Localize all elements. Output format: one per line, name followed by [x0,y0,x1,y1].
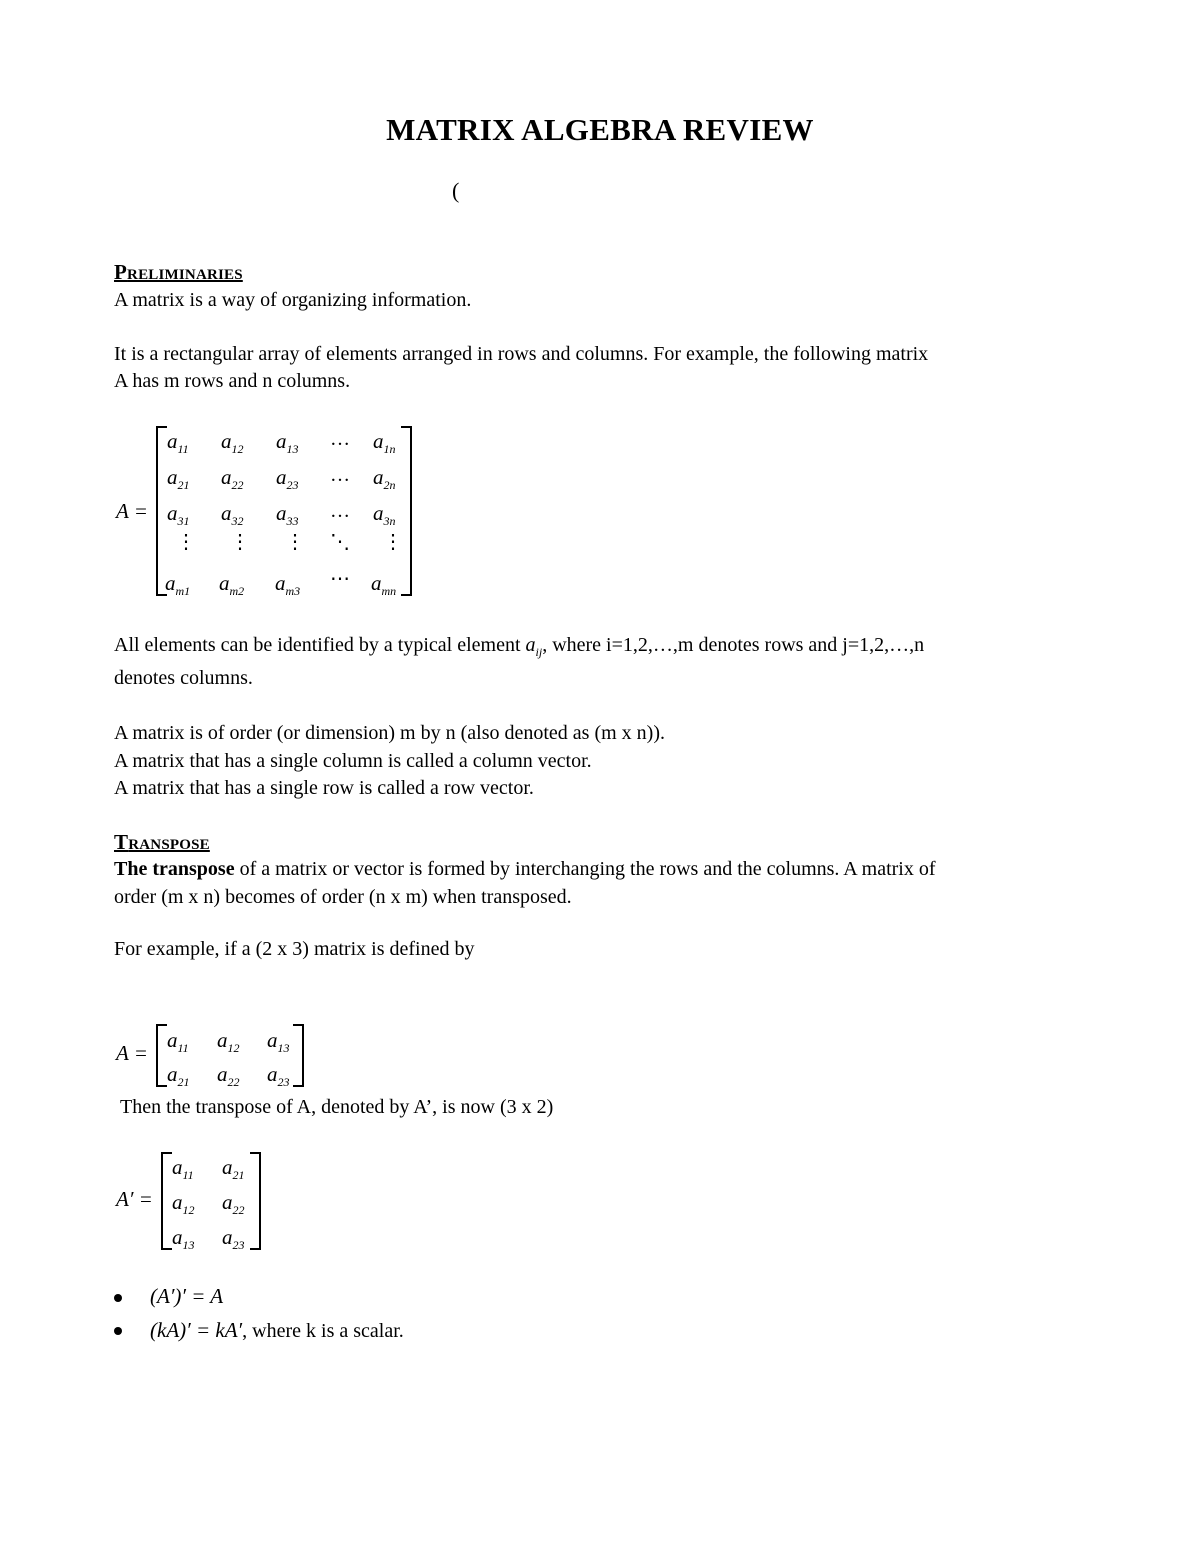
matrix-cell: $a_{32}$ [221,501,244,528]
matrix-cell: $a_{11}$ [167,1028,189,1055]
transpose-example-intro: For example, if a (2 x 3) matrix is defined by [114,938,475,960]
matrix-cell: $a_{3n}$ [373,501,396,528]
bullet-item-1: (A′)′ = A [150,1284,224,1308]
preliminaries-line-3: A has m rows and n columns. [114,370,351,392]
vertical-ellipsis: ⋮ [285,531,305,553]
transpose-definition-line-2: order (m x n) becomes of order (n x m) when transposed. [114,886,572,908]
matrix-cell: $a_{m2}$ [219,571,245,598]
ellipsis: … [330,500,350,522]
matrix-cell: $a_{22}$ [217,1062,240,1089]
matrix-cell: $a_{21}$ [167,1062,190,1089]
bullet-icon [114,1327,122,1335]
matrix-cell: $a_{13}$ [172,1225,195,1252]
bullet-item-2: (kA)′ = kA′, where k is a scalar. [150,1318,404,1342]
matrix-cell: $a_{1n}$ [373,429,396,456]
matrix-cell: $a_{21}$ [222,1155,245,1182]
right-bracket [250,1152,261,1250]
document-title: MATRIX ALGEBRA REVIEW [386,112,814,147]
matrix-cell: $a_{23}$ [267,1062,290,1089]
matrix-cell: $a_{13}$ [276,429,299,456]
matrix-cell: $a_{12}$ [217,1028,240,1055]
typical-element-line: All elements can be identified by a typical element $a_{ij}$, where i=1,2,…,m denotes rows and j=1,2,…,n [114,634,925,659]
right-bracket [401,426,412,596]
bullet-icon [114,1294,122,1302]
matrix-cell: $a_{m3}$ [275,571,301,598]
vertical-ellipsis: ⋮ [230,531,250,553]
matrix-cell: $a_{23}$ [222,1225,245,1252]
ellipsis: ⋯ [330,568,350,590]
matrix-cell: $a_{12}$ [172,1190,195,1217]
matrix-label: A = [116,1041,148,1065]
matrix-cell: $a_{33}$ [276,501,299,528]
left-bracket [156,1024,167,1087]
transpose-then-line: Then the transpose of A, denoted by A’, is now (3 x 2) [120,1096,554,1118]
section-heading-preliminaries: PRELIMINARIES [114,260,243,284]
matrix-cell: $a_{12}$ [221,429,244,456]
vertical-ellipsis: ⋮ [176,531,196,553]
preliminaries-line-2: It is a rectangular array of elements arranged in rows and columns. For example, the following matrix [114,343,929,365]
matrix-cell: $a_{mn}$ [371,571,397,598]
order-line-2: A matrix that has a single column is called a column vector. [114,750,592,772]
matrix-cell: $a_{31}$ [167,501,190,528]
preliminaries-line-1: A matrix is a way of organizing information. [114,289,472,311]
matrix-cell: $a_{m1}$ [165,571,191,598]
diagonal-ellipsis: ⋱ [330,531,350,553]
matrix-cell: $a_{23}$ [276,465,299,492]
matrix-cell: $a_{13}$ [267,1028,290,1055]
matrix-cell: $a_{11}$ [167,429,189,456]
ellipsis: … [330,428,350,450]
ellipsis: … [330,464,350,486]
left-bracket [161,1152,172,1250]
transpose-definition: The transpose of a matrix or vector is formed by interchanging the rows and the columns. A matrix of [114,858,936,880]
order-line-3: A matrix that has a single row is called a row vector. [114,777,534,799]
matrix-cell: $a_{21}$ [167,465,190,492]
matrix-cell: $a_{22}$ [222,1190,245,1217]
transpose-matrix-label: A′ = [116,1187,153,1211]
order-line-1: A matrix is of order (or dimension) m by n (also denoted as (m x n)). [114,722,665,744]
matrix-cell: $a_{2n}$ [373,465,396,492]
section-heading-transpose: TRANSPOSE [114,830,210,854]
matrix-cell: $a_{11}$ [172,1155,194,1182]
matrix-cell: $a_{22}$ [221,465,244,492]
vertical-ellipsis: ⋮ [383,531,403,553]
typical-element-line-2: denotes columns. [114,667,253,689]
matrix-label: A = [116,499,148,523]
author-parenthesis: ( [452,178,460,203]
right-bracket [293,1024,304,1087]
